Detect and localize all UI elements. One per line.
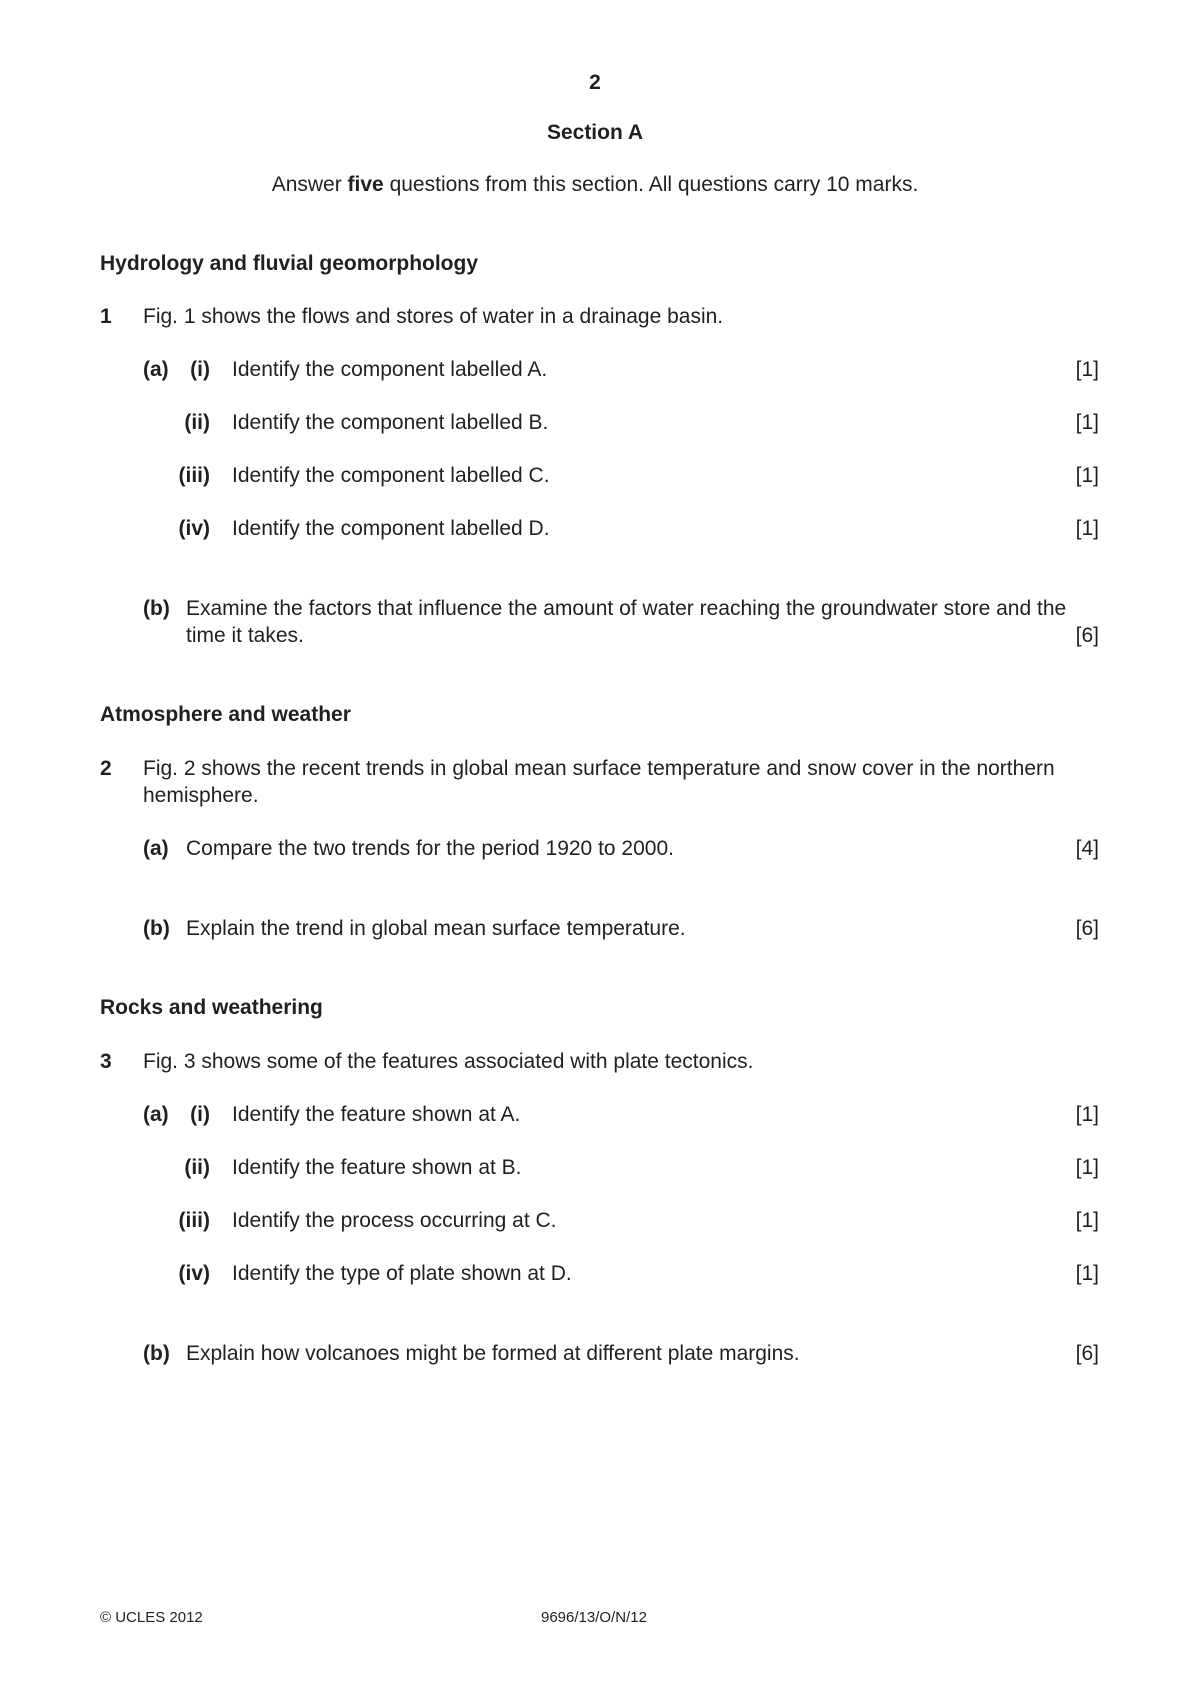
q3-sub-mark-ii: [1] [1075,1156,1099,1179]
q3-part-a-label: (a) [143,1103,169,1126]
q3-sub-mark-iii: [1] [1075,1209,1099,1232]
question-number-3: 3 [100,1050,112,1073]
instructions-bold: five [347,173,384,196]
question-3-stem: Fig. 3 shows some of the features associated with plate tectonics. [143,1050,754,1073]
question-2-stem-line2: hemisphere. [143,784,259,807]
q2-part-a-mark: [4] [1075,837,1099,860]
instructions-before: Answer [271,173,348,196]
q1-sub-text-ii: Identify the component labelled B. [232,411,549,434]
q1-sub-label-ii: (ii) [184,411,210,434]
page-number: 2 [589,71,601,94]
q1-sub-mark-iv: [1] [1075,517,1099,540]
q1-sub-label-iii: (iii) [178,464,210,487]
q2-part-a-text: Compare the two trends for the period 1920 to 2000. [186,837,674,860]
q3-sub-text-i: Identify the feature shown at A. [232,1103,521,1126]
q1-part-b-mark: [6] [1075,624,1099,647]
q1-sub-text-iv: Identify the component labelled D. [232,517,550,540]
q2-part-a-label: (a) [143,837,169,860]
q1-part-a-label: (a) [143,358,169,381]
section-title: Section A [546,121,644,144]
q1-sub-text-iii: Identify the component labelled C. [232,464,550,487]
instructions-after: questions from this section. All questions carry 10 marks. [383,173,919,196]
q3-part-b-mark: [6] [1075,1342,1099,1365]
q1-part-b-text-line2: time it takes. [186,624,304,647]
question-number-2: 2 [100,757,112,780]
question-2-stem: Fig. 2 shows the recent trends in global mean surface temperature and snow cover in the northern [143,757,1055,780]
section-heading-atmosphere: Atmosphere and weather [100,703,351,726]
q3-sub-text-iv: Identify the type of plate shown at D. [232,1262,572,1285]
question-number-1: 1 [100,305,112,328]
footer-code: 9696/13/O/N/12 [541,1609,647,1626]
q3-sub-mark-iv: [1] [1075,1262,1099,1285]
q3-part-b-text: Explain how volcanoes might be formed at different plate margins. [186,1342,800,1365]
q1-part-b-text: Examine the factors that influence the amount of water reaching the groundwater store and the [186,597,1067,620]
q1-sub-label-i: (i) [190,358,210,381]
q1-sub-mark-ii: [1] [1075,411,1099,434]
q2-part-b-mark: [6] [1075,917,1099,940]
footer-copyright: © UCLES 2012 [100,1609,203,1626]
section-heading-hydrology: Hydrology and fluvial geomorphology [100,252,479,275]
q3-part-b-label: (b) [143,1342,170,1365]
q3-sub-text-iii: Identify the process occurring at C. [232,1209,557,1232]
q3-sub-label-iv: (iv) [178,1262,210,1285]
section-heading-rocks: Rocks and weathering [100,996,323,1019]
q2-part-b-text: Explain the trend in global mean surface temperature. [186,917,686,940]
q3-sub-text-ii: Identify the feature shown at B. [232,1156,522,1179]
q1-sub-mark-iii: [1] [1075,464,1099,487]
q1-sub-mark-i: [1] [1075,358,1099,381]
instructions [0,172,1190,198]
q3-sub-mark-i: [1] [1075,1103,1099,1126]
q3-sub-label-ii: (ii) [184,1156,210,1179]
q3-sub-label-i: (i) [190,1103,210,1126]
q1-part-b-label: (b) [143,597,170,620]
question-1-stem: Fig. 1 shows the flows and stores of water in a drainage basin. [143,305,724,328]
q1-sub-text-i: Identify the component labelled A. [232,358,548,381]
q3-sub-label-iii: (iii) [178,1209,210,1232]
q1-sub-label-iv: (iv) [178,517,210,540]
q2-part-b-label: (b) [143,917,170,940]
